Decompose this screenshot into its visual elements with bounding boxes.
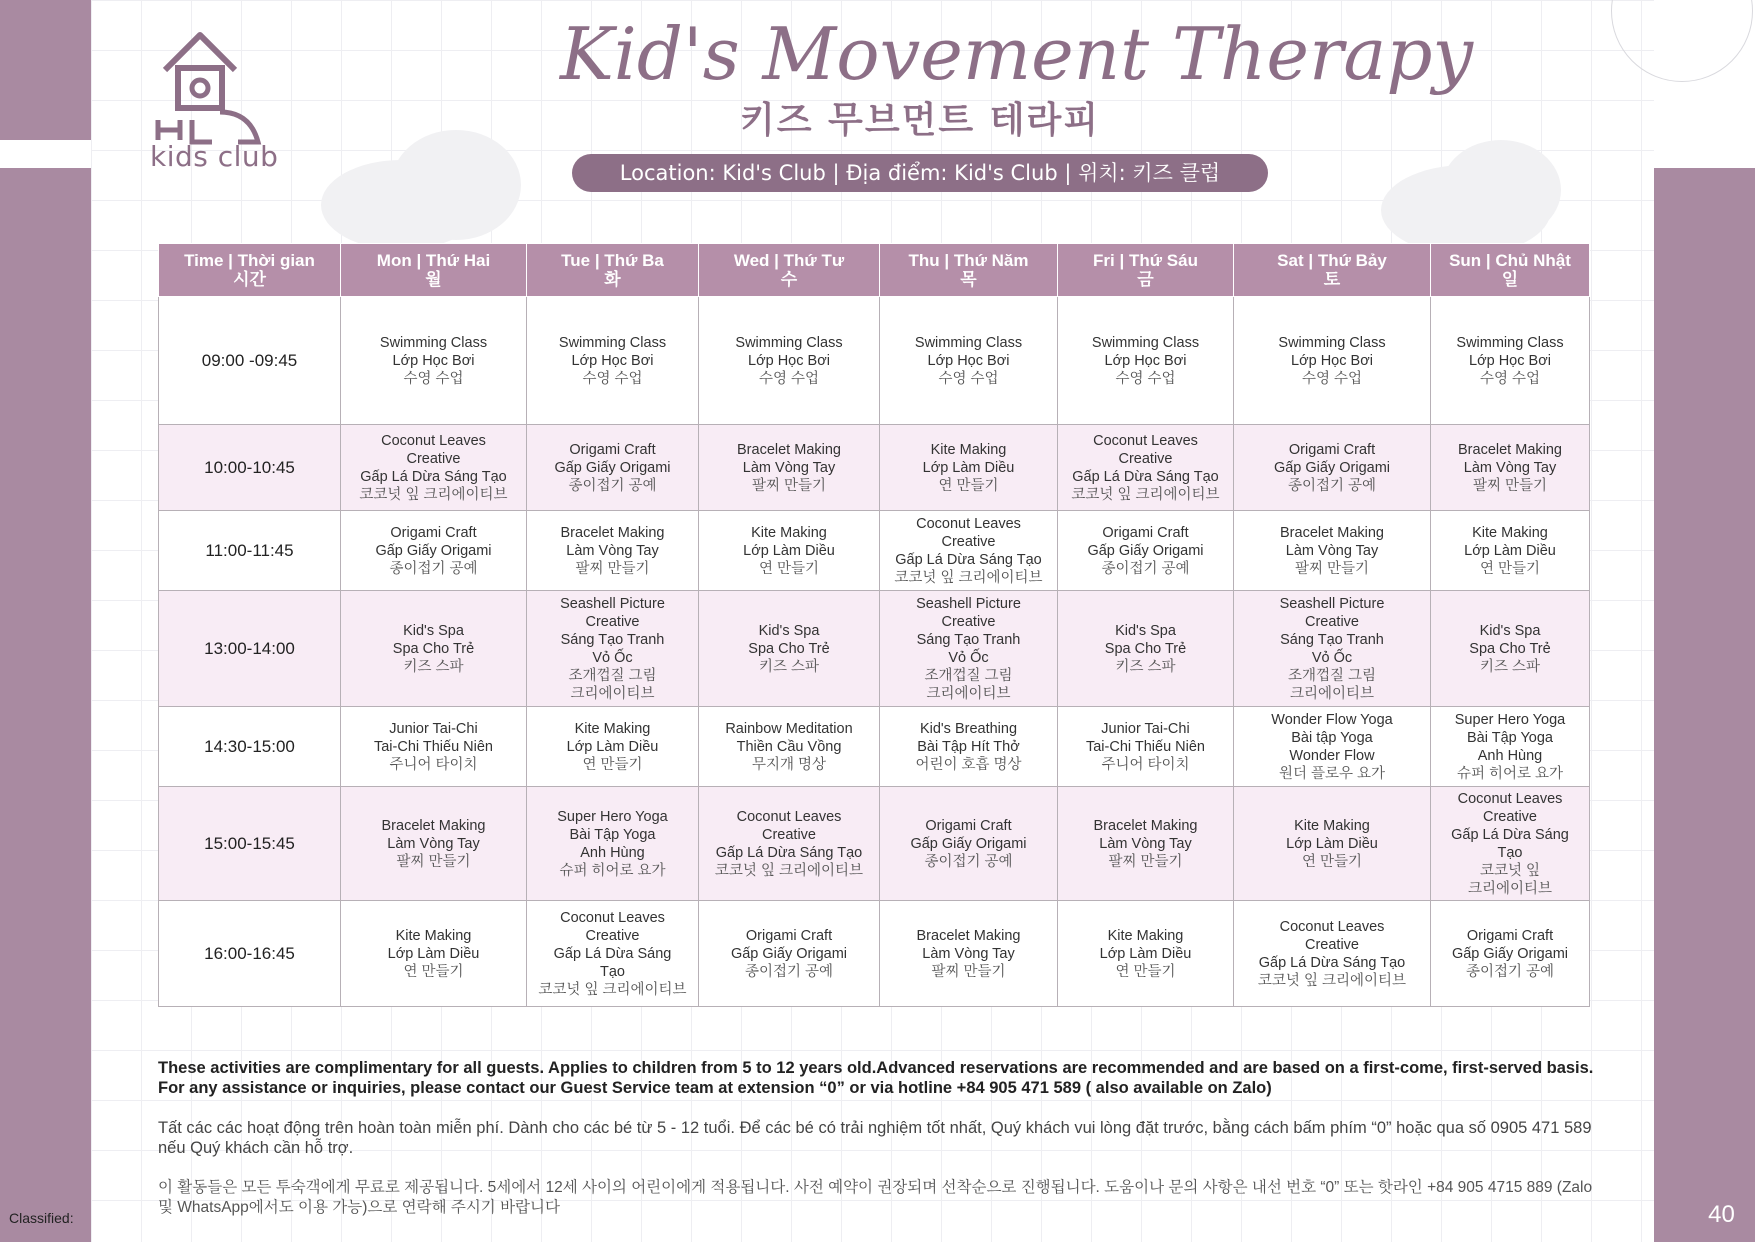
activity-line: 무지개 명상	[751, 756, 827, 773]
activity-line: Gấp Lá Dừa Sáng Tạo	[715, 844, 863, 861]
activity-line: Creative	[585, 927, 640, 944]
activity-line: 연 만들기	[1115, 963, 1176, 980]
activity-line: 연 만들기	[582, 756, 643, 773]
activity-cell	[527, 297, 699, 425]
schedule-row	[159, 297, 1590, 425]
activity-cell	[1234, 901, 1431, 1007]
activity-line: Bracelet Making	[737, 441, 841, 458]
activity-line: 키즈 스파	[403, 658, 464, 675]
activity-line: Origami Craft	[925, 817, 1012, 834]
activity-line: Gấp Giấy Origami	[1451, 945, 1569, 962]
activity-line: Coconut Leaves	[1457, 790, 1563, 807]
logo-text: kids club	[150, 140, 279, 173]
time-slot: 14:30-15:00	[159, 707, 341, 787]
page-number: 40	[1688, 1188, 1755, 1242]
activity-line: 팔찌 만들기	[1472, 477, 1548, 494]
activity-line: Gấp Lá Dừa Sáng Tạo	[1258, 954, 1406, 971]
column-header-day	[1431, 244, 1590, 297]
schedule-row	[159, 901, 1590, 1007]
activity-line: 키즈 스파	[758, 658, 820, 675]
activity-line: Coconut Leaves	[1093, 432, 1198, 449]
time-slot: 13:00-14:00	[159, 591, 341, 707]
activity-cell	[341, 511, 527, 591]
column-header-day	[527, 244, 699, 297]
activity-line: 종이접기 공예	[1287, 477, 1377, 494]
activity-line: Creative	[406, 450, 461, 467]
activity-cell	[341, 787, 527, 901]
activity-line: Coconut Leaves	[381, 432, 486, 449]
activity-line: 팔찌 만들기	[575, 560, 650, 577]
activity-line: Spa Cho Trẻ	[392, 640, 475, 657]
activity-line: Swimming Class	[1456, 334, 1564, 351]
activity-line: Vỏ Ốc	[948, 649, 989, 666]
activity-line: 조개껍질 그림	[1287, 667, 1377, 684]
activity-line: Origami Craft	[1466, 927, 1554, 944]
activity-line: Bracelet Making	[381, 817, 486, 834]
activity-cell	[341, 297, 527, 425]
column-header-line: 월	[425, 270, 442, 289]
activity-cell	[1431, 425, 1590, 511]
activity-line: Creative	[1305, 613, 1359, 630]
column-header-line: Sat | Thứ Bảy	[1277, 251, 1387, 270]
activity-line: 어린이 호흡 명상	[915, 756, 1022, 773]
activity-line: Creative	[941, 533, 996, 550]
schedule-row	[159, 591, 1590, 707]
activity-line: Swimming Class	[1091, 334, 1200, 351]
activity-line: 원더 플로우 요가	[1278, 765, 1386, 782]
activity-line: 슈퍼 히어로 요가	[1456, 765, 1564, 782]
activity-line: Swimming Class	[914, 334, 1023, 351]
activity-line: 코코넛 잎 크리에이티브	[359, 486, 508, 503]
activity-line: Gấp Giấy Origami	[910, 835, 1027, 852]
activity-line: Kid's Spa	[403, 622, 464, 639]
activity-line: Swimming Class	[1278, 334, 1386, 351]
activity-line: 코코넛 잎	[1479, 862, 1541, 879]
activity-cell	[1431, 297, 1590, 425]
activity-cell	[341, 591, 527, 707]
time-slot: 16:00-16:45	[159, 901, 341, 1007]
activity-cell	[1058, 425, 1234, 511]
note-korean: 이 활동들은 모든 투숙객에게 무료로 제공됩니다. 5세에서 12세 사이의 어린이에게 적용됩니다. 사전 예약이 권장되며 선착순으로 진행됩니다. 도움이나 문의 사항은 내선 번호 “0” 또는 핫라인 +84 905 4715 889 (Zalo 및 WhatsApp에서도 이용 가능)으로 연락해 주시기 바랍니다	[158, 1179, 1593, 1216]
activity-line: 팔찌 만들기	[1294, 560, 1370, 577]
activity-line: 종이접기 공예	[924, 853, 1013, 870]
cloud-decoration	[391, 130, 521, 240]
activity-line: Kite Making	[1107, 927, 1184, 944]
activity-cell	[1058, 297, 1234, 425]
activity-line: Tai-Chi Thiếu Niên	[373, 738, 493, 755]
activity-cell	[1058, 707, 1234, 787]
activity-line: Lớp Học Bơi	[927, 352, 1010, 369]
activity-cell	[1234, 707, 1431, 787]
activity-line: Coconut Leaves	[560, 909, 665, 926]
column-header-line: 일	[1501, 270, 1519, 289]
activity-line: 크리에이티브	[570, 685, 655, 702]
activity-cell	[1058, 511, 1234, 591]
activity-line: Gấp Giấy Origami	[554, 459, 671, 476]
activity-line: Lớp Học Bơi	[748, 352, 830, 369]
activity-line: Origami Craft	[569, 441, 656, 458]
activity-line: 수영 수업	[1301, 370, 1363, 387]
activity-cell	[1234, 511, 1431, 591]
activity-line: Kite Making	[574, 720, 651, 737]
activity-line: 주니어 타이치	[389, 756, 478, 773]
activity-line: Origami Craft	[745, 927, 833, 944]
activity-line: Anh Hùng	[1477, 747, 1543, 764]
activity-line: Gấp Lá Dừa Sáng Tạo	[1072, 468, 1219, 485]
activity-cell	[699, 707, 880, 787]
activity-line: Bài tập Yoga	[1291, 729, 1373, 746]
activity-line: 연 만들기	[1479, 560, 1541, 577]
activity-cell	[341, 707, 527, 787]
activity-line: Anh Hùng	[580, 844, 645, 861]
activity-line: Creative	[941, 613, 996, 630]
activity-line: 조개껍질 그림	[924, 667, 1013, 684]
activity-line: Sáng Tạo Tranh	[1280, 631, 1384, 648]
activity-line: Lớp Học Bơi	[1291, 352, 1373, 369]
time-slot: 15:00-15:45	[159, 787, 341, 901]
activity-line: 키즈 스파	[1479, 658, 1541, 675]
activity-line: Bracelet Making	[1458, 441, 1562, 458]
activity-cell	[699, 425, 880, 511]
activity-line: Bài Tập Yoga	[569, 826, 656, 843]
activity-line: 종이접기 공예	[744, 963, 834, 980]
activity-cell	[1058, 591, 1234, 707]
activity-line: 종이접기 공예	[568, 477, 657, 494]
time-slot: 11:00-11:45	[159, 511, 341, 591]
column-header-line: Wed | Thứ Tư	[733, 251, 845, 270]
activity-line: Creative	[585, 613, 640, 630]
activity-line: 주니어 타이치	[1101, 756, 1190, 773]
activity-cell	[880, 297, 1058, 425]
activity-line: 수영 수업	[938, 370, 999, 387]
column-header-line: 토	[1323, 270, 1341, 289]
activity-cell	[699, 511, 880, 591]
activity-cell	[880, 707, 1058, 787]
activity-cell	[527, 511, 699, 591]
activity-cell	[1234, 787, 1431, 901]
activity-line: 팔찌 만들기	[1108, 853, 1183, 870]
column-header-line: 수	[780, 270, 798, 289]
activity-line: Lớp Làm Diều	[1286, 835, 1378, 852]
activity-cell	[341, 425, 527, 511]
activity-line: Swimming Class	[735, 334, 843, 351]
activity-line: Sáng Tạo Tranh	[560, 631, 665, 648]
activity-line: Lớp Làm Diều	[1099, 945, 1192, 962]
activity-line: Làm Vòng Tay	[742, 459, 836, 476]
activity-line: Làm Vòng Tay	[1463, 459, 1557, 476]
activity-line: 크리에이티브	[926, 685, 1011, 702]
activity-line: 수영 수업	[758, 370, 820, 387]
schedule-row	[159, 707, 1590, 787]
column-header-day	[699, 244, 880, 297]
activity-line: Làm Vòng Tay	[387, 835, 480, 852]
activity-line: Coconut Leaves	[736, 808, 842, 825]
activity-cell	[527, 425, 699, 511]
activity-line: Làm Vòng Tay	[1285, 542, 1379, 559]
activity-cell	[1058, 901, 1234, 1007]
activity-line: Lớp Học Bơi	[392, 352, 475, 369]
activity-line: Coconut Leaves	[1279, 918, 1385, 935]
activity-line: Lớp Học Bơi	[1469, 352, 1551, 369]
activity-line: Gấp Lá Dừa Sáng	[553, 945, 672, 962]
activity-line: 코코넛 잎 크리에이티브	[538, 981, 687, 998]
activity-line: 연 만들기	[1301, 853, 1363, 870]
header-row	[159, 244, 1590, 297]
activity-line: Bài Tập Hít Thở	[917, 738, 1020, 755]
activity-line: Gấp Giấy Origami	[1087, 542, 1204, 559]
activity-line: Gấp Lá Dừa Sáng Tạo	[360, 468, 507, 485]
activity-line: 크리에이티브	[1289, 685, 1375, 702]
activity-line: Bracelet Making	[1280, 524, 1384, 541]
activity-line: 종이접기 공예	[1101, 560, 1190, 577]
column-header-line: 금	[1137, 270, 1154, 289]
activity-cell	[1431, 901, 1590, 1007]
activity-line: Làm Vòng Tay	[922, 945, 1015, 962]
activity-line: Rainbow Meditation	[725, 720, 853, 737]
column-header-day	[1058, 244, 1234, 297]
activity-line: Origami Craft	[390, 524, 477, 541]
activity-cell	[699, 591, 880, 707]
activity-cell	[699, 297, 880, 425]
activity-cell	[1431, 707, 1590, 787]
activity-line: 코코넛 잎 크리에이티브	[714, 862, 864, 879]
activity-line: Gấp Lá Dừa Sáng	[1451, 826, 1569, 843]
schedule-row	[159, 511, 1590, 591]
column-header-line: Fri | Thứ Sáu	[1093, 251, 1198, 270]
activity-cell	[880, 591, 1058, 707]
activity-line: Super Hero Yoga	[557, 808, 668, 825]
activity-cell	[699, 901, 880, 1007]
classification-label: Classified:	[9, 1210, 74, 1226]
activity-line: Seashell Picture	[1279, 595, 1385, 612]
activity-line: Làm Vòng Tay	[1099, 835, 1192, 852]
activity-cell	[1234, 425, 1431, 511]
activity-line: Vỏ Ốc	[1311, 649, 1353, 666]
activity-line: 팔찌 만들기	[396, 853, 471, 870]
activity-cell	[1431, 787, 1590, 901]
activity-line: 종이접기 공예	[1465, 963, 1555, 980]
schedule-row	[159, 787, 1590, 901]
activity-line: 수영 수업	[403, 370, 464, 387]
left-side-band	[0, 0, 91, 140]
activity-line: Kite Making	[930, 441, 1007, 458]
activity-line: Gấp Lá Dừa Sáng Tạo	[895, 551, 1042, 568]
activity-line: Bracelet Making	[1093, 817, 1198, 834]
activity-cell	[880, 901, 1058, 1007]
cloud-decoration	[1441, 140, 1561, 240]
activity-line: Gấp Giấy Origami	[375, 542, 492, 559]
activity-line: Thiền Cầu Vồng	[736, 738, 842, 755]
activity-line: 팔찌 만들기	[931, 963, 1006, 980]
activity-line: Tai-Chi Thiếu Niên	[1085, 738, 1205, 755]
activity-line: Tạo	[600, 963, 625, 980]
activity-line: Seashell Picture	[916, 595, 1021, 612]
activity-line: Bracelet Making	[560, 524, 665, 541]
activity-line: 팔찌 만들기	[751, 477, 827, 494]
activity-line: Seashell Picture	[560, 595, 665, 612]
note-english: These activities are complimentary for all guests. Applies to children from 5 to 12 years old.Advanced reservations are recommended and are based on a first-come, first-served basis. For any assistance or inquiries, please contact our Guest Service team at extension “0” or via hotline +84 905 471 589 ( also available on Zalo)	[158, 1059, 1594, 1097]
activity-line: Swimming Class	[379, 334, 488, 351]
activity-line: Lớp Học Bơi	[1104, 352, 1187, 369]
activity-line: Wonder Flow Yoga	[1271, 711, 1393, 728]
activity-line: Origami Craft	[1288, 441, 1376, 458]
activity-line: Lớp Làm Diều	[1464, 542, 1556, 559]
activity-cell	[341, 901, 527, 1007]
activity-line: 수영 수업	[1479, 370, 1541, 387]
activity-line: Origami Craft	[1102, 524, 1189, 541]
activity-line: 연 만들기	[938, 477, 999, 494]
activity-line: Creative	[1483, 808, 1537, 825]
activity-line: Kite Making	[395, 927, 472, 944]
activity-line: 종이접기 공예	[389, 560, 478, 577]
activity-cell	[527, 707, 699, 787]
activity-cell	[1058, 787, 1234, 901]
column-header-line: Tue | Thứ Ba	[561, 251, 664, 270]
activity-cell	[880, 425, 1058, 511]
activity-line: 연 만들기	[758, 560, 820, 577]
activity-cell	[880, 511, 1058, 591]
activity-line: Kite Making	[1472, 524, 1548, 541]
activity-line: Creative	[1305, 936, 1359, 953]
activity-cell	[1234, 591, 1431, 707]
activity-cell	[1431, 511, 1590, 591]
note-vietnamese: Tất các các hoạt động trên hoàn toàn miễn phí. Dành cho các bé từ 5 - 12 tuổi. Để các bé có trải nghiệm tốt nhất, Quý khách vui lòng đặt trước, bằng cách bấm phím “0” hoặc qua số 0905 471 589 nếu Quý khách cần hỗ trợ.	[158, 1119, 1592, 1157]
activity-cell	[527, 787, 699, 901]
activity-line: 코코넛 잎 크리에이티브	[894, 569, 1043, 586]
activity-line: 키즈 스파	[1115, 658, 1176, 675]
activity-line: Lớp Làm Diều	[387, 945, 480, 962]
activity-line: Lớp Làm Diều	[743, 542, 835, 559]
column-header-day	[880, 244, 1058, 297]
activity-line: 수영 수업	[582, 370, 643, 387]
column-header-line: 목	[960, 270, 977, 289]
schedule-table	[158, 243, 1590, 1007]
activity-line: 크리에이티브	[1467, 880, 1553, 897]
activity-cell	[1234, 297, 1431, 425]
activity-line: Swimming Class	[558, 334, 667, 351]
activity-line: Spa Cho Trẻ	[1469, 640, 1551, 657]
activity-line: Bracelet Making	[916, 927, 1021, 944]
activity-line: Kid's Spa	[1115, 622, 1176, 639]
time-slot: 09:00 -09:45	[159, 297, 341, 425]
activity-cell	[527, 901, 699, 1007]
activity-line: Wonder Flow	[1289, 747, 1375, 764]
activity-line: Lớp Làm Diều	[566, 738, 659, 755]
activity-cell	[699, 787, 880, 901]
location-banner: Location: Kid's Club | Địa điểm: Kid's Club | 위치: 키즈 클럽	[572, 154, 1268, 192]
activity-line: Coconut Leaves	[916, 515, 1021, 532]
schedule-row	[159, 425, 1590, 511]
activity-line: Kite Making	[1294, 817, 1370, 834]
activity-line: Làm Vòng Tay	[566, 542, 659, 559]
column-header-line: Thu | Thứ Năm	[908, 251, 1029, 270]
activity-line: 코코넛 잎 크리에이티브	[1071, 486, 1220, 503]
activity-line: Kite Making	[751, 524, 827, 541]
activity-line: Kid's Spa	[758, 622, 820, 639]
column-header-day	[1234, 244, 1431, 297]
column-header-day	[341, 244, 527, 297]
activity-cell	[527, 591, 699, 707]
activity-line: Lớp Làm Diều	[922, 459, 1015, 476]
activity-line: 조개껍질 그림	[568, 667, 657, 684]
activity-line: 슈퍼 히어로 요가	[559, 862, 666, 879]
time-slot: 10:00-10:45	[159, 425, 341, 511]
page-title: Kid's Movement Therapy	[560, 12, 1474, 96]
activity-line: Tạo	[1497, 844, 1523, 861]
activity-line: Spa Cho Trẻ	[1104, 640, 1187, 657]
column-header-line: Time | Thời gian	[184, 251, 315, 270]
activity-line: Creative	[1118, 450, 1173, 467]
activity-line: Gấp Giấy Origami	[1273, 459, 1391, 476]
activity-line: Junior Tai-Chi	[1101, 720, 1190, 737]
page-subtitle: 키즈 무브먼트 테라피	[739, 100, 1101, 141]
activity-line: 코코넛 잎 크리에이티브	[1257, 972, 1407, 989]
activity-line: 수영 수업	[1115, 370, 1176, 387]
activity-line: Gấp Giấy Origami	[730, 945, 848, 962]
activity-line: Sáng Tạo Tranh	[916, 631, 1021, 648]
activity-line: 연 만들기	[403, 963, 464, 980]
activity-line: Kid's Breathing	[919, 720, 1018, 737]
column-header-line: 시간	[233, 270, 266, 289]
activity-line: Vỏ Ốc	[592, 649, 633, 666]
activity-line: Bài Tập Yoga	[1466, 729, 1553, 746]
activity-line: Spa Cho Trẻ	[748, 640, 830, 657]
activity-line: Lớp Học Bơi	[571, 352, 654, 369]
activity-cell	[1431, 591, 1590, 707]
activity-line: Creative	[762, 826, 816, 843]
activity-line: Super Hero Yoga	[1454, 711, 1566, 728]
activity-cell	[880, 787, 1058, 901]
column-header-time	[159, 244, 341, 297]
column-header-line: Sun | Chủ Nhật	[1449, 251, 1571, 270]
activity-line: Kid's Spa	[1479, 622, 1541, 639]
column-header-line: 화	[604, 270, 621, 289]
column-header-line: Mon | Thứ Hai	[376, 251, 491, 270]
activity-line: Junior Tai-Chi	[389, 720, 478, 737]
